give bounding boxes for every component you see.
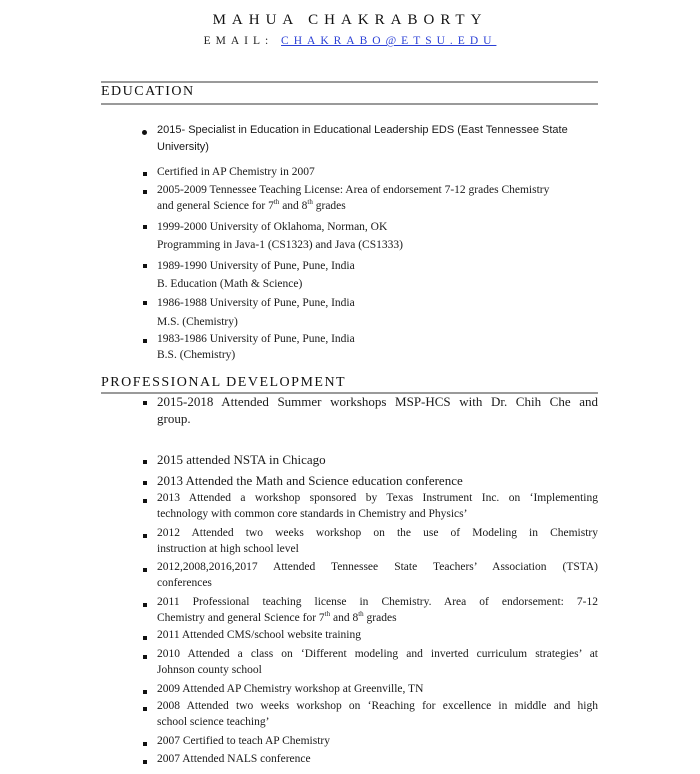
bullet-icon (143, 339, 147, 343)
section-rule-top (101, 81, 598, 83)
pd-item: 2008 Attended two weeks workshop on ‘Reaching for excellence in middle and high school science teaching’ (157, 700, 598, 728)
pd-item: 2007 Certified to teach AP Chemistry (157, 735, 331, 747)
email-line (0, 35, 700, 47)
education-item: Certified in AP Chemistry in 2007 (157, 166, 315, 178)
bullet-icon (143, 636, 147, 640)
pd-item: 2012,2008,2016,2017 Attended Tennessee State Teachers’ Association (TSTA) conferences (157, 561, 598, 589)
bullet-icon (143, 760, 147, 764)
professional-development-heading: PROFESSIONAL DEVELOPMENT (101, 375, 347, 390)
pd-item: 2013 Attended the Math and Science education conference (157, 473, 463, 488)
education-heading: EDUCATION (101, 84, 195, 99)
bullet-icon (143, 499, 147, 503)
pd-item: 2011 Professional teaching license in Chemistry. Area of endorsement: 7-12 Chemistry and general Science for 7th and 8th grades (157, 596, 598, 624)
bullet-icon (143, 742, 147, 746)
education-item: 1989-1990 University of Pune, Pune, India B. Education (Math & Science) (157, 260, 355, 290)
pd-item: 2009 Attended AP Chemistry workshop at Greenville, TN (157, 683, 424, 695)
bullet-icon (143, 707, 147, 711)
education-item: 2015- Specialist in Education in Educational Leadership EDS (East Tennessee State University) (157, 124, 568, 153)
education-item: 1999-2000 University of Oklahoma, Norman, OK Programming in Java-1 (CS1323) and Java (CS1333) (157, 221, 403, 251)
education-item: 2005-2009 Tennessee Teaching License: Area of endorsement 7-12 grades Chemistry and general Science for 7th and 8th grades (157, 184, 550, 212)
bullet-icon (143, 401, 147, 405)
education-item: 1983-1986 University of Pune, Pune, India B.S. (Chemistry) (157, 333, 355, 361)
pd-item: 2007 Attended NALS conference (157, 753, 311, 765)
email-label: EMAIL: (203, 35, 274, 47)
bullet-icon (143, 172, 147, 176)
email-link[interactable]: CHAKRABO@ETSU.EDU (281, 35, 497, 47)
pd-item: 2015 attended NSTA in Chicago (157, 452, 326, 467)
pd-item: 2015-2018 Attended Summer workshops MSP-HCS with Dr. Chih Che and group. (157, 394, 598, 426)
pd-item: 2013 Attended a workshop sponsored by Texas Instrument Inc. on ‘Implementing technology with common core standards in Chemistry and Physics’ (157, 492, 598, 520)
bullet-icon (143, 534, 147, 538)
resume-name: MAHUA CHAKRABORTY (212, 12, 488, 28)
bullet-icon (143, 568, 147, 572)
pd-item: 2011 Attended CMS/school website training (157, 629, 362, 641)
bullet-icon (143, 225, 147, 229)
pd-item: 2010 Attended a class on ‘Different modeling and inverted curriculum strategies’ at Johnson county school (157, 648, 598, 676)
bullet-icon (143, 460, 147, 464)
education-item: 1986-1988 University of Pune, Pune, India M.S. (Chemistry) (157, 297, 355, 328)
bullet-icon (142, 130, 147, 135)
bullet-icon (143, 301, 147, 305)
section-rule-bottom (101, 103, 598, 105)
bullet-icon (143, 481, 147, 485)
bullet-icon (143, 264, 147, 268)
pd-item: 2012 Attended two weeks workshop on the use of Modeling in Chemistry instruction at high school level (157, 527, 598, 555)
bullet-icon (143, 655, 147, 659)
bullet-icon (143, 603, 147, 607)
bullet-icon (143, 190, 147, 194)
bullet-icon (143, 690, 147, 694)
